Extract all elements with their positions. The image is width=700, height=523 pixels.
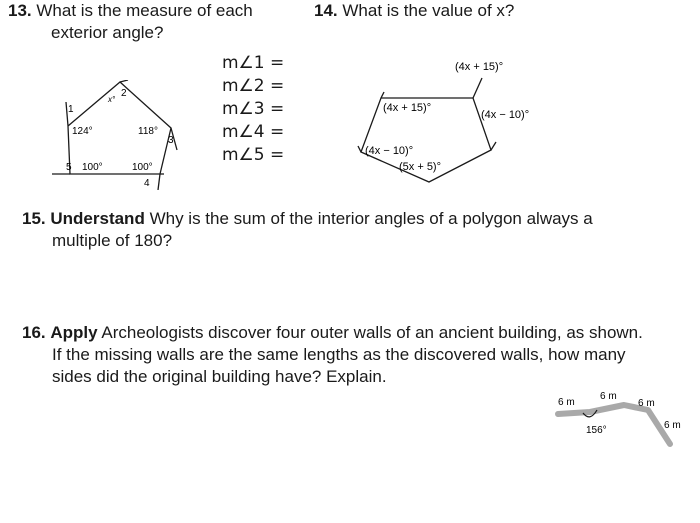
question-13 [8, 0, 253, 44]
question-number: 13. [8, 1, 32, 20]
walls-figure-16 [554, 386, 694, 456]
label-right: (4x − 10)° [481, 109, 530, 121]
pentagon-figure-13 [44, 80, 254, 190]
measure-2: m∠2 = [222, 76, 285, 96]
measure-1: m∠1 = [222, 53, 285, 73]
label-angle4: 4 [144, 178, 150, 189]
question-text: Archeologists discover four outer walls of an ancient building, as shown. [97, 323, 643, 342]
question-14 [314, 0, 514, 22]
label-angle1: 1 [68, 104, 74, 115]
question-keyword: Apply [50, 323, 98, 342]
question-text: multiple of 180? [52, 231, 173, 250]
question-number: 16. [22, 323, 46, 342]
question-text: sides did the original building have? Explain. [52, 367, 387, 386]
question-15 [22, 208, 593, 252]
label-angle2: 2 [121, 88, 127, 99]
question-text: If the missing walls are the same lengths as the discovered walls, how many [52, 345, 626, 364]
discovered-walls [558, 405, 670, 444]
label-x: x° [108, 95, 116, 104]
label-wall-3: 6 m [638, 398, 655, 409]
question-text: What is the measure of each [36, 1, 253, 20]
measure-3: m∠3 = [222, 99, 285, 119]
label-wall-2: 6 m [600, 391, 617, 402]
question-text: Why is the sum of the interior angles of a polygon always a [144, 209, 593, 228]
label-left-lower: (4x − 10)° [365, 145, 414, 157]
measure-5: m∠5 = [222, 145, 285, 165]
label-angle-156: 156° [586, 425, 607, 436]
question-text: What is the value of x? [342, 1, 515, 20]
label-100-left: 100° [82, 162, 103, 173]
question-16 [22, 322, 643, 388]
label-angle3: 3 [168, 135, 174, 146]
label-left-upper: (4x + 15)° [383, 102, 432, 114]
label-wall-1: 6 m [558, 397, 575, 408]
measure-4: m∠4 = [222, 122, 285, 142]
label-top: (4x + 15)° [455, 61, 504, 73]
label-wall-4: 6 m [664, 420, 681, 431]
label-bottom: (5x + 5)° [399, 161, 441, 173]
label-100-right: 100° [132, 162, 153, 173]
label-124: 124° [72, 126, 93, 137]
pentagon-figure-14 [355, 56, 555, 186]
label-118: 118° [138, 126, 158, 137]
question-keyword: Understand [50, 209, 145, 228]
question-text: exterior angle? [51, 23, 164, 42]
question-number: 14. [314, 1, 338, 20]
label-angle5: 5 [66, 162, 72, 173]
question-number: 15. [22, 209, 46, 228]
